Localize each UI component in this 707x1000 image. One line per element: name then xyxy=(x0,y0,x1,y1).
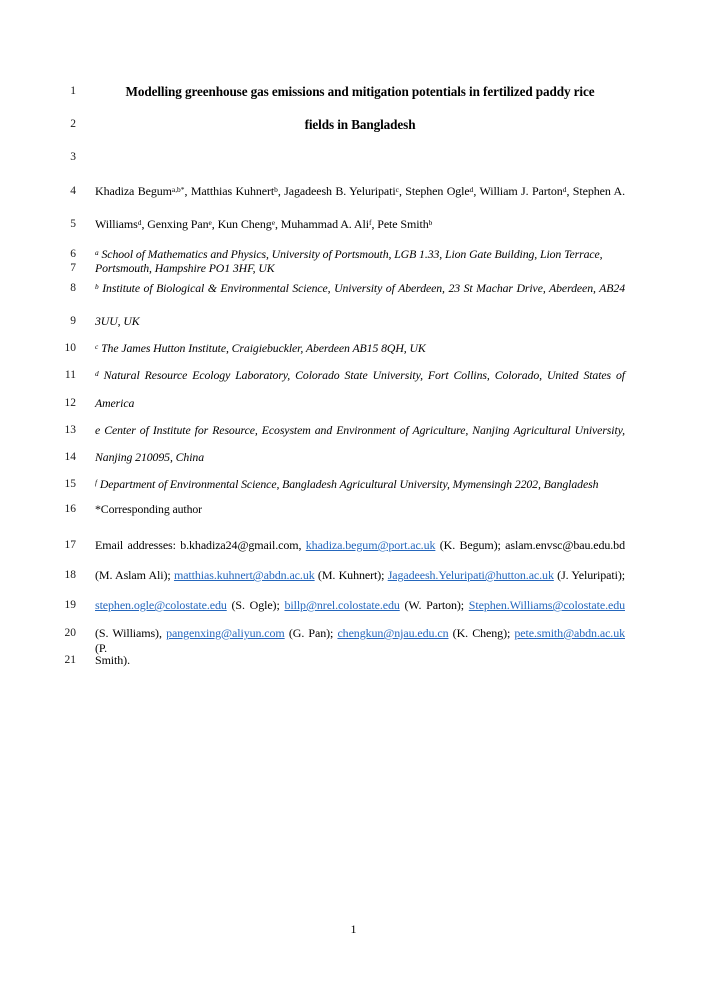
superscript-affiliation-mark: e xyxy=(208,217,212,227)
text-segment: Institute of Biological & Environmental Science, University of Aberdeen, 23 St Machar Drive, Aberdeen, AB24 xyxy=(98,281,625,295)
text-segment: Portsmouth, Hampshire PO1 3HF, UK xyxy=(95,261,275,275)
text-segment: e Center of Institute for Resource, Ecosystem and Environment of Agriculture, Nanjing Agricultural University, xyxy=(95,423,625,437)
email-link[interactable]: billp@nrel.colostate.edu xyxy=(284,598,400,612)
manuscript-line-row xyxy=(0,538,707,553)
superscript-affiliation-mark: b xyxy=(274,184,278,194)
manuscript-line-row xyxy=(0,261,707,276)
text-line xyxy=(95,450,625,465)
text-line xyxy=(95,653,625,668)
manuscript-line-row xyxy=(0,117,707,132)
manuscript-line-row xyxy=(0,598,707,613)
text-segment: (M. Kuhnert); xyxy=(314,568,388,582)
text-segment: (S. Williams), xyxy=(95,626,167,640)
text-line xyxy=(95,626,625,656)
text-segment: Modelling greenhouse gas emissions and mitigation potentials in fertilized paddy rice xyxy=(125,84,595,99)
manuscript-line-row xyxy=(0,84,707,99)
email-link[interactable]: stephen.ogle@colostate.edu xyxy=(95,598,227,612)
text-segment: America xyxy=(95,396,135,410)
line-number: 6 xyxy=(70,248,76,260)
text-segment: Smith). xyxy=(95,653,130,667)
text-segment: (S. Ogle); xyxy=(226,598,285,612)
line-number: 17 xyxy=(64,539,76,551)
line-number: 9 xyxy=(70,315,76,327)
text-line xyxy=(95,502,625,517)
page-number: 1 xyxy=(350,922,357,936)
line-number: 4 xyxy=(70,185,76,197)
text-segment: School of Mathematics and Physics, University of Portsmouth, LGB 1.33, Lion Gate Building, Lion Terrace, xyxy=(98,247,603,261)
superscript-affiliation-mark: f xyxy=(95,477,98,487)
text-segment: , Pete Smith xyxy=(371,217,429,231)
text-segment: (J. Yeluripati); xyxy=(553,568,625,582)
text-segment: Natural Resource Ecology Laboratory, Colorado State University, Fort Collins, Colorado, United States of xyxy=(98,368,625,382)
manuscript-line-row xyxy=(0,450,707,465)
superscript-affiliation-mark: a,b* xyxy=(171,184,185,194)
email-link[interactable]: Jagadeesh.Yeluripati@hutton.ac.uk xyxy=(387,568,554,582)
text-line xyxy=(95,423,625,438)
line-number: 13 xyxy=(64,424,76,436)
email-link[interactable]: pangenxing@aliyun.com xyxy=(166,626,285,640)
text-line xyxy=(95,314,625,329)
email-link[interactable]: chengkun@njau.edu.cn xyxy=(337,626,449,640)
text-segment: 3UU, UK xyxy=(95,314,140,328)
text-segment: , Genxing Pan xyxy=(141,217,209,231)
superscript-affiliation-mark: a xyxy=(95,247,99,257)
manuscript-line-row xyxy=(0,653,707,668)
manuscript-line-row xyxy=(0,626,707,656)
text-segment: , Matthias Kuhnert xyxy=(184,184,275,198)
text-segment: (M. Aslam Ali); xyxy=(95,568,174,582)
superscript-affiliation-mark: c xyxy=(395,184,399,194)
text-line xyxy=(95,538,625,553)
line-number: 10 xyxy=(64,342,76,354)
text-line xyxy=(95,217,625,233)
text-line xyxy=(95,184,625,200)
superscript-affiliation-mark: c xyxy=(95,341,99,351)
text-segment: , Stephen A. xyxy=(566,184,625,198)
superscript-affiliation-mark: d xyxy=(137,217,142,227)
manuscript-line-row xyxy=(0,184,707,200)
text-segment: Email addresses: b.khadiza24@gmail.com, xyxy=(95,538,306,552)
text-line xyxy=(95,281,625,297)
superscript-affiliation-mark: b xyxy=(428,217,433,227)
text-line xyxy=(95,568,625,583)
text-segment: (G. Pan); xyxy=(284,626,338,640)
text-line xyxy=(95,598,625,613)
text-segment: The James Hutton Institute, Craigiebuckler, Aberdeen AB15 8QH, UK xyxy=(98,341,426,355)
text-segment: (W. Parton); xyxy=(399,598,469,612)
superscript-affiliation-mark: b xyxy=(95,281,99,291)
manuscript-line-row xyxy=(0,423,707,438)
superscript-affiliation-mark: f xyxy=(368,217,372,227)
line-number: 21 xyxy=(64,654,76,666)
email-link[interactable]: Stephen.Williams@colostate.edu xyxy=(468,598,625,612)
line-number: 16 xyxy=(64,503,76,515)
title-line xyxy=(95,117,625,132)
email-link[interactable]: matthias.kuhnert@abdn.ac.uk xyxy=(173,568,315,582)
text-segment: , Muhammad A. Ali xyxy=(275,217,369,231)
line-number: 2 xyxy=(70,118,76,130)
line-number: 15 xyxy=(64,478,76,490)
text-line xyxy=(95,368,625,384)
text-line xyxy=(95,477,625,493)
text-segment: Department of Environmental Science, Bangladesh Agricultural University, Mymensingh 2202, Bangladesh xyxy=(97,477,599,491)
title-line xyxy=(95,84,625,99)
line-number: 20 xyxy=(64,627,76,639)
text-segment: (K. Begum); aslam.envsc@bau.edu.bd xyxy=(435,538,625,552)
manuscript-line-row xyxy=(0,217,707,233)
text-segment: (P. xyxy=(95,641,108,655)
superscript-affiliation-mark: d xyxy=(469,184,474,194)
email-link[interactable]: pete.smith@abdn.ac.uk xyxy=(514,626,625,640)
superscript-affiliation-mark: e xyxy=(271,217,275,227)
line-number: 12 xyxy=(64,397,76,409)
text-segment: (K. Cheng); xyxy=(448,626,515,640)
text-segment: , Jagadeesh B. Yeluripati xyxy=(277,184,396,198)
line-number: 8 xyxy=(70,282,76,294)
manuscript-line-row xyxy=(0,281,707,297)
manuscript-line-row xyxy=(0,502,707,517)
text-segment: , William J. Parton xyxy=(473,184,563,198)
text-line xyxy=(95,341,625,357)
text-line xyxy=(95,396,625,411)
manuscript-line-row xyxy=(0,341,707,357)
text-line xyxy=(95,261,625,276)
line-number: 3 xyxy=(70,151,76,163)
manuscript-line-row xyxy=(0,314,707,329)
text-segment: Williams xyxy=(95,217,138,231)
manuscript-line-row xyxy=(0,477,707,493)
text-segment: , Kun Cheng xyxy=(211,217,272,231)
line-number: 1 xyxy=(70,85,76,97)
line-number: 18 xyxy=(64,569,76,581)
superscript-affiliation-mark: d xyxy=(562,184,567,194)
superscript-affiliation-mark: d xyxy=(95,368,99,378)
text-segment: *Corresponding author xyxy=(95,502,203,516)
line-number: 14 xyxy=(64,451,76,463)
manuscript-line-row xyxy=(0,568,707,583)
text-segment: , Stephen Ogle xyxy=(398,184,470,198)
text-segment: Khadiza Begum xyxy=(95,184,172,198)
email-link[interactable]: khadiza.begum@port.ac.uk xyxy=(305,538,436,552)
line-number: 11 xyxy=(64,369,76,381)
text-segment: Nanjing 210095, China xyxy=(95,450,204,464)
manuscript-line-row xyxy=(0,396,707,411)
manuscript-line-row xyxy=(0,368,707,384)
line-number: 19 xyxy=(64,599,76,611)
text-segment: fields in Bangladesh xyxy=(304,117,416,132)
line-number: 5 xyxy=(70,218,76,230)
line-number: 7 xyxy=(70,262,76,274)
